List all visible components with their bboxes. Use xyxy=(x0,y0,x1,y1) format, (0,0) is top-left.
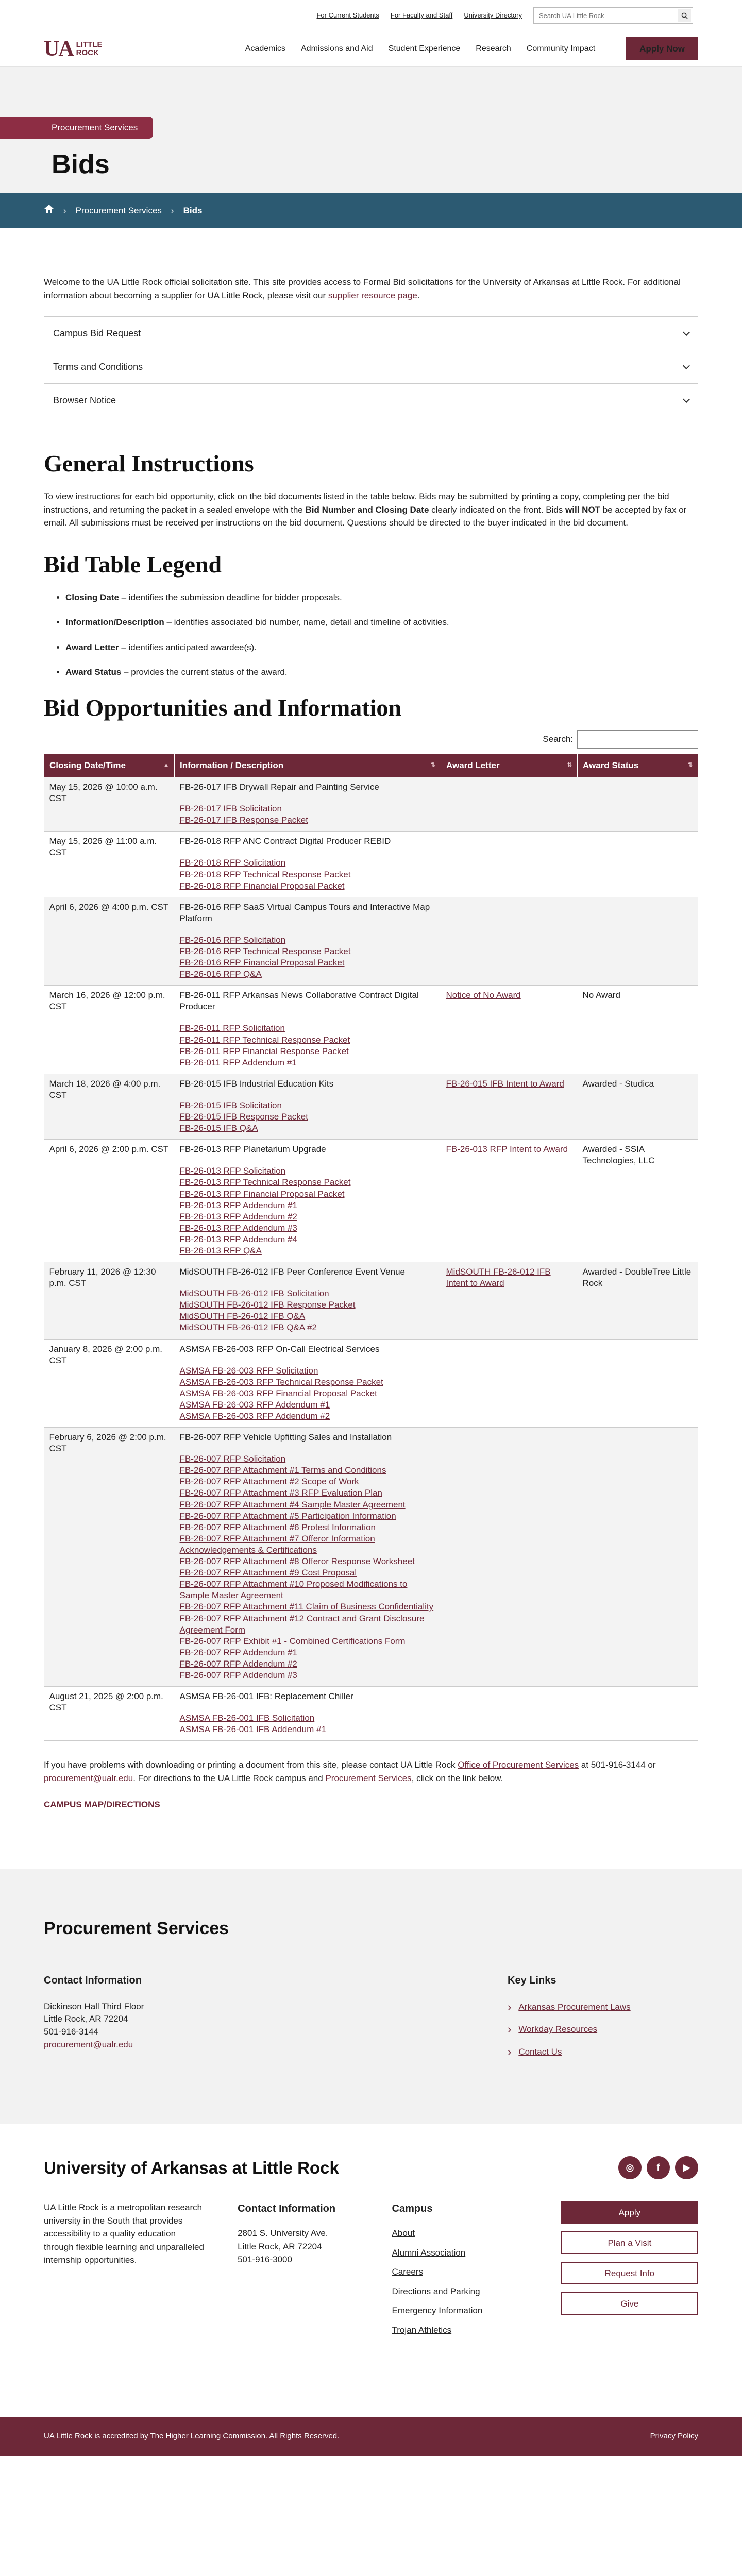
closing-date-cell: August 21, 2025 @ 2:00 p.m. CST xyxy=(44,1687,175,1741)
bid-document-link[interactable]: FB-26-016 RFP Financial Proposal Packet xyxy=(179,958,345,968)
contact-line: Dickinson Hall Third Floor xyxy=(44,2001,144,2011)
page-hero xyxy=(0,67,742,193)
campus-heading: Campus xyxy=(392,2203,433,2215)
gi-part-3: be accepted by fax or email. All submissions must be received per instructions on the bid document. Questions should be directed to the buyer indicated in the bid document. xyxy=(44,504,687,528)
award-letter-cell xyxy=(441,986,578,1074)
key-link-contact[interactable]: › Contact Us xyxy=(518,2046,562,2057)
bid-document-link[interactable]: FB-26-018 RFP Solicitation xyxy=(179,858,286,868)
campus-link-careers[interactable]: Careers xyxy=(392,2267,423,2277)
award-status-cell xyxy=(578,777,698,832)
sort-icon: ⇅ xyxy=(430,762,435,769)
bid-document-link[interactable]: FB-26-011 RFP Technical Response Packet xyxy=(179,1035,350,1045)
main-content xyxy=(44,228,698,1811)
department-contact xyxy=(44,1973,144,2068)
bid-document-link[interactable]: FB-26-018 RFP Technical Response Packet xyxy=(179,869,351,879)
bid-document-link[interactable]: FB-26-007 RFP Attachment #7 Offeror Information Acknowledgements & Certifications xyxy=(179,1533,375,1555)
chevron-down-icon xyxy=(683,362,690,369)
bid-document-link[interactable]: FB-26-007 RFP Addendum #3 xyxy=(179,1670,297,1680)
bid-document-link[interactable]: ASMSA FB-26-003 RFP Financial Proposal Packet xyxy=(179,1388,377,1398)
general-instructions-text xyxy=(44,490,698,530)
bid-document-link[interactable]: FB-26-013 RFP Solicitation xyxy=(179,1166,286,1176)
breadcrumb xyxy=(0,193,742,228)
support-part-1: If you have problems with downloading or printing a document from this site, please contact UA Little Rock xyxy=(44,1760,456,1770)
office-procurement-link[interactable]: Office of Procurement Services xyxy=(458,1760,579,1770)
utility-link-students[interactable]: For Current Students xyxy=(316,11,379,20)
university-city: Little Rock, AR 72204 xyxy=(238,2241,322,2251)
bid-document-link[interactable]: FB-26-016 RFP Q&A xyxy=(179,969,262,979)
campus-link-about[interactable]: About xyxy=(392,2228,415,2239)
sort-icon: ⇅ xyxy=(567,762,572,769)
information-cell xyxy=(175,1140,441,1262)
legend-item xyxy=(65,641,698,654)
table-row xyxy=(44,986,698,1074)
legend-item xyxy=(65,666,698,679)
award-letter-cell xyxy=(441,1262,578,1339)
award-status-cell: Awarded - Studica xyxy=(578,1074,698,1139)
bid-document-link[interactable]: FB-26-007 RFP Solicitation xyxy=(179,1454,286,1464)
legend-item xyxy=(65,591,698,604)
bid-title: FB-26-018 RFP ANC Contract Digital Producer REBID xyxy=(179,836,391,846)
chevron-down-icon xyxy=(683,328,690,335)
information-cell xyxy=(175,1262,441,1339)
gi-bold-2: will NOT xyxy=(565,504,601,515)
information-cell xyxy=(175,777,441,832)
legend-description: – identifies associated bid number, name, detail and timeline of activities. xyxy=(164,617,449,628)
legend-description: – identifies the submission deadline for bidder proposals. xyxy=(119,592,342,602)
table-row xyxy=(44,1140,698,1262)
award-letter-link[interactable]: MidSOUTH FB-26-012 IFB Intent to Award xyxy=(446,1267,551,1289)
logo-line-2: ROCK xyxy=(76,48,99,57)
bid-document-link[interactable]: FB-26-007 RFP Attachment #8 Offeror Response Worksheet xyxy=(179,1556,415,1567)
facebook-icon[interactable]: f xyxy=(647,2156,670,2179)
accordion-label: Campus Bid Request xyxy=(53,328,141,338)
bid-document-link[interactable]: ASMSA FB-26-003 RFP Addendum #2 xyxy=(179,1411,330,1421)
chevron-right-icon: › xyxy=(171,206,174,216)
table-row xyxy=(44,832,698,897)
university-contact-heading: Contact Information xyxy=(238,2203,336,2215)
table-row xyxy=(44,1428,698,1687)
bid-document-link[interactable]: FB-26-013 RFP Technical Response Packet xyxy=(179,1177,351,1188)
breadcrumb-current: Bids xyxy=(183,206,203,216)
support-text xyxy=(44,1758,698,1785)
accreditation-text: UA Little Rock is accredited by The Higher Learning Commission. All Rights Reserved. xyxy=(44,2432,340,2441)
contact-heading: Contact Information xyxy=(44,1974,142,1986)
nav-student-experience[interactable]: Student Experience xyxy=(388,44,461,53)
campus-links xyxy=(392,2201,530,2343)
column-information[interactable] xyxy=(175,754,441,777)
sort-icon: ▲ xyxy=(163,762,169,769)
utility-bar xyxy=(0,0,742,31)
intro-end: . xyxy=(417,290,420,300)
department-footer xyxy=(0,1869,742,2124)
gi-bold-1: Bid Number and Closing Date xyxy=(305,504,429,515)
bottom-bar xyxy=(0,2417,742,2456)
accordion-browser-notice[interactable] xyxy=(44,384,698,417)
contact-line: Little Rock, AR 72204 xyxy=(44,2014,128,2024)
bid-document-link[interactable]: FB-26-007 RFP Attachment #5 Participation Information xyxy=(179,1511,396,1521)
award-status-cell: No Award xyxy=(578,986,698,1074)
bid-document-link[interactable]: ASMSA FB-26-001 IFB Addendum #1 xyxy=(179,1724,326,1735)
table-row xyxy=(44,1074,698,1139)
award-status-cell xyxy=(578,1428,698,1687)
award-letter-link[interactable]: FB-26-015 IFB Intent to Award xyxy=(446,1078,564,1089)
bid-document-link[interactable]: FB-26-007 RFP Addendum #1 xyxy=(179,1647,297,1657)
support-part-4: , click on the link below. xyxy=(411,1773,503,1783)
information-cell xyxy=(175,1687,441,1741)
bid-document-link[interactable]: FB-26-007 RFP Exhibit #1 - Combined Certifications Form xyxy=(179,1636,406,1646)
university-footer xyxy=(0,2124,742,2417)
table-row xyxy=(44,1339,698,1428)
closing-date-cell: March 18, 2026 @ 4:00 p.m. CST xyxy=(44,1074,175,1139)
bids-table xyxy=(44,754,698,1741)
university-contact xyxy=(238,2201,361,2343)
bid-document-link[interactable]: FB-26-016 RFP Solicitation xyxy=(179,935,286,945)
bid-document-link[interactable]: ASMSA FB-26-001 IFB Solicitation xyxy=(179,1713,315,1723)
bid-document-link[interactable]: FB-26-007 RFP Attachment #2 Scope of Work xyxy=(179,1477,359,1487)
information-cell xyxy=(175,832,441,897)
closing-date-cell: April 6, 2026 @ 2:00 p.m. CST xyxy=(44,1140,175,1262)
award-letter-cell xyxy=(441,897,578,986)
bid-document-link[interactable]: MidSOUTH FB-26-012 IFB Q&A #2 xyxy=(179,1323,317,1333)
closing-date-cell: January 8, 2026 @ 2:00 p.m. CST xyxy=(44,1339,175,1428)
bid-document-link[interactable]: FB-26-013 RFP Addendum #1 xyxy=(179,1200,297,1210)
university-about: UA Little Rock is a metropolitan research university in the South that provides accessibility to a quality education through flexible learning and unparalleled internship opportunities. xyxy=(44,2202,204,2265)
award-letter-link[interactable]: Notice of No Award xyxy=(446,990,521,1001)
request-info-button[interactable]: Request Info xyxy=(561,2262,698,2284)
bid-document-link[interactable]: FB-26-013 RFP Financial Proposal Packet xyxy=(179,1189,345,1199)
home-icon[interactable] xyxy=(44,204,54,217)
award-status-cell xyxy=(578,1339,698,1428)
table-search-label: Search: xyxy=(543,734,573,744)
award-status-cell: Awarded - SSIA Technologies, LLC xyxy=(578,1140,698,1262)
site-search-input[interactable] xyxy=(539,12,673,20)
key-link-workday[interactable]: › Workday Resources xyxy=(518,2024,598,2035)
bid-document-link[interactable]: FB-26-017 IFB Solicitation xyxy=(179,804,282,814)
bid-document-link[interactable]: FB-26-013 RFP Addendum #2 xyxy=(179,1211,297,1222)
intro-body: Welcome to the UA Little Rock official solicitation site. This site provides access to Formal Bid solicitations for the University of Arkansas at Little Rock. For additional information about becoming a supplier for UA Little Rock, please visit our xyxy=(44,277,681,300)
closing-date-cell: February 11, 2026 @ 12:30 p.m. CST xyxy=(44,1262,175,1339)
award-letter-cell xyxy=(441,1339,578,1428)
youtube-icon[interactable]: ▶ xyxy=(675,2156,698,2179)
bid-opportunities-heading: Bid Opportunities and Information xyxy=(44,694,401,721)
bid-title: ASMSA FB-26-001 IFB: Replacement Chiller xyxy=(179,1691,353,1702)
apply-now-button[interactable]: Apply Now xyxy=(626,37,698,61)
bid-title: MidSOUTH FB-26-012 IFB Peer Conference Event Venue xyxy=(179,1267,405,1277)
bid-document-link[interactable]: MidSOUTH FB-26-012 IFB Response Packet xyxy=(179,1300,356,1310)
closing-date-cell: March 16, 2026 @ 12:00 p.m. CST xyxy=(44,986,175,1074)
award-letter-link[interactable]: FB-26-013 RFP Intent to Award xyxy=(446,1144,568,1155)
bid-document-link[interactable]: FB-26-007 RFP Attachment #4 Sample Master Agreement xyxy=(179,1499,406,1510)
bid-title: FB-26-007 RFP Vehicle Upfitting Sales and Installation xyxy=(179,1432,392,1443)
campus-link-alumni[interactable]: Alumni Association xyxy=(392,2247,466,2258)
bid-table-legend-heading: Bid Table Legend xyxy=(44,551,222,578)
award-letter-cell xyxy=(441,832,578,897)
legend-term: Information/Description xyxy=(65,617,164,628)
bid-title: FB-26-011 RFP Arkansas News Collaborative Contract Digital Producer xyxy=(179,990,419,1012)
chevron-right-icon: › xyxy=(63,206,66,216)
information-cell xyxy=(175,897,441,986)
site-search xyxy=(533,7,693,24)
supplier-resource-link[interactable]: supplier resource page xyxy=(328,290,417,300)
university-address: 2801 S. University Ave. xyxy=(238,2228,328,2239)
information-cell xyxy=(175,1339,441,1428)
bid-document-link[interactable]: FB-26-011 RFP Financial Response Packet xyxy=(179,1046,349,1056)
gi-part-1: To view instructions for each bid opportunity, click on the bid documents listed in the table below. Bids may be submitted by printing a copy, completing per the bid instructions, and returning the packet in a sealed envelope with the xyxy=(44,492,669,515)
legend-description: – identifies anticipated awardee(s). xyxy=(119,642,257,652)
award-letter-cell xyxy=(441,1140,578,1262)
university-footer-title: University of Arkansas at Little Rock xyxy=(44,2158,339,2177)
instagram-icon[interactable]: ◎ xyxy=(618,2156,642,2179)
bid-title: ASMSA FB-26-003 RFP On-Call Electrical Services xyxy=(179,1344,380,1354)
column-label: Award Status xyxy=(583,760,639,771)
bid-document-link[interactable]: MidSOUTH FB-26-012 IFB Solicitation xyxy=(179,1289,329,1299)
support-part-2: at 501-916-3144 or xyxy=(581,1760,656,1770)
bid-title: FB-26-013 RFP Planetarium Upgrade xyxy=(179,1144,326,1155)
legend-term: Award Status xyxy=(65,667,122,677)
award-letter-cell xyxy=(441,1687,578,1741)
give-button[interactable]: Give xyxy=(561,2292,698,2315)
information-cell xyxy=(175,1074,441,1139)
accordion-campus-bid-request[interactable] xyxy=(44,317,698,350)
legend-term: Award Letter xyxy=(65,642,119,652)
closing-date-cell: April 6, 2026 @ 4:00 p.m. CST xyxy=(44,897,175,986)
award-status-cell xyxy=(578,897,698,986)
accordion xyxy=(44,316,698,417)
table-row xyxy=(44,1687,698,1741)
bid-document-link[interactable]: FB-26-011 RFP Solicitation xyxy=(179,1023,285,1033)
key-links xyxy=(508,1973,698,2068)
bid-document-link[interactable]: FB-26-018 RFP Financial Proposal Packet xyxy=(179,880,345,891)
closing-date-cell: May 15, 2026 @ 11:00 a.m. CST xyxy=(44,832,175,897)
legend-description: – provides the current status of the award. xyxy=(121,667,288,677)
bid-document-link[interactable]: FB-26-007 RFP Addendum #2 xyxy=(179,1658,297,1669)
bids-table-body xyxy=(44,777,698,1741)
breadcrumb-procurement[interactable]: Procurement Services xyxy=(75,206,162,216)
column-award-letter[interactable] xyxy=(441,754,578,777)
key-links-heading: Key Links xyxy=(508,1974,556,1986)
nav-research[interactable]: Research xyxy=(476,44,511,53)
table-row xyxy=(44,777,698,832)
award-status-cell xyxy=(578,1687,698,1741)
information-cell xyxy=(175,1428,441,1687)
campus-link-directions[interactable]: Directions and Parking xyxy=(392,2286,480,2296)
primary-nav xyxy=(245,37,698,61)
award-letter-cell xyxy=(441,1428,578,1687)
bid-document-link[interactable]: FB-26-015 IFB Q&A xyxy=(179,1123,258,1133)
intro-text xyxy=(44,276,698,302)
bid-document-link[interactable]: MidSOUTH FB-26-012 IFB Q&A xyxy=(179,1311,306,1321)
key-link-procurement-laws[interactable]: › Arkansas Procurement Laws xyxy=(518,2002,631,2012)
nav-admissions[interactable]: Admissions and Aid xyxy=(301,44,373,53)
page-title: Bids xyxy=(52,149,110,179)
general-instructions-heading: General Instructions xyxy=(44,450,254,477)
column-label: Award Letter xyxy=(446,760,500,771)
bid-document-link[interactable]: FB-26-011 RFP Addendum #1 xyxy=(179,1057,297,1067)
bid-document-link[interactable]: FB-26-013 RFP Addendum #3 xyxy=(179,1223,297,1233)
utility-link-faculty[interactable]: For Faculty and Staff xyxy=(390,11,453,20)
column-label: Information / Description xyxy=(180,760,284,771)
accordion-label: Terms and Conditions xyxy=(53,361,143,372)
contact-email-link[interactable]: procurement@ualr.edu xyxy=(44,2039,133,2049)
column-award-status[interactable] xyxy=(578,754,698,777)
bid-title: FB-26-016 RFP SaaS Virtual Campus Tours and Interactive Map Platform xyxy=(179,902,430,923)
table-search-input[interactable] xyxy=(577,730,698,749)
column-label: Closing Date/Time xyxy=(49,760,126,771)
ua-little-rock-logo[interactable] xyxy=(44,38,103,60)
bid-document-link[interactable]: FB-26-007 RFP Attachment #6 Protest Information xyxy=(179,1522,376,1532)
university-phone: 501-916-3000 xyxy=(238,2255,292,2265)
bid-document-link[interactable]: FB-26-015 IFB Solicitation xyxy=(179,1100,282,1110)
logo-text xyxy=(76,41,103,57)
department-tag[interactable]: Procurement Services xyxy=(0,117,153,139)
closing-date-cell: May 15, 2026 @ 10:00 a.m. CST xyxy=(44,777,175,832)
table-row xyxy=(44,1262,698,1339)
campus-link-athletics[interactable]: Trojan Athletics xyxy=(392,2325,452,2335)
information-cell xyxy=(175,986,441,1074)
utility-link-directory[interactable]: University Directory xyxy=(464,11,522,20)
bid-document-link[interactable]: FB-26-013 RFP Addendum #4 xyxy=(179,1234,297,1244)
legend-term: Closing Date xyxy=(65,592,119,602)
campus-link-emergency[interactable]: Emergency Information xyxy=(392,2306,483,2316)
table-row xyxy=(44,897,698,986)
bid-document-link[interactable]: FB-26-017 IFB Response Packet xyxy=(179,815,308,825)
bid-document-link[interactable]: ASMSA FB-26-003 RFP Addendum #1 xyxy=(179,1399,330,1410)
bid-document-link[interactable]: FB-26-013 RFP Q&A xyxy=(179,1245,262,1256)
legend-item xyxy=(65,616,698,629)
main-header xyxy=(0,31,742,67)
key-link-item xyxy=(508,2001,698,2014)
accordion-label: Browser Notice xyxy=(53,395,116,405)
footer-apply-button[interactable]: Apply xyxy=(561,2201,698,2224)
key-link-item xyxy=(508,2023,698,2036)
campus-map-link[interactable]: CAMPUS MAP/DIRECTIONS xyxy=(44,1800,160,1810)
closing-date-cell: February 6, 2026 @ 2:00 p.m. CST xyxy=(44,1428,175,1687)
nav-community-impact[interactable]: Community Impact xyxy=(526,44,596,53)
table-search xyxy=(44,730,698,749)
contact-phone: 501-916-3144 xyxy=(44,2027,98,2037)
bid-document-link[interactable]: ASMSA FB-26-003 RFP Technical Response Packet xyxy=(179,1377,383,1387)
bid-document-link[interactable]: ASMSA FB-26-003 RFP Solicitation xyxy=(179,1365,318,1376)
bid-document-link[interactable]: FB-26-016 RFP Technical Response Packet xyxy=(179,946,351,956)
nav-academics[interactable]: Academics xyxy=(245,44,285,53)
award-status-cell xyxy=(578,832,698,897)
award-letter-cell xyxy=(441,1074,578,1139)
bid-title: FB-26-017 IFB Drywall Repair and Painting Service xyxy=(179,782,379,792)
support-part-3: . For directions to the UA Little Rock campus and xyxy=(133,1773,323,1783)
bid-document-link[interactable]: FB-26-007 RFP Attachment #10 Proposed Modifications to Sample Master Agreement xyxy=(179,1579,408,1601)
procurement-services-link[interactable]: Procurement Services xyxy=(325,1773,412,1783)
sort-icon: ⇅ xyxy=(687,762,693,769)
privacy-policy-link[interactable]: Privacy Policy xyxy=(650,2432,698,2441)
key-link-item xyxy=(508,2045,698,2059)
footer-buttons xyxy=(561,2201,698,2343)
logo-ua: UA xyxy=(44,37,73,61)
bid-document-link[interactable]: FB-26-007 RFP Attachment #12 Contract and Grant Disclosure Agreement Form xyxy=(179,1613,425,1635)
social-links xyxy=(618,2156,698,2179)
plan-visit-button[interactable]: Plan a Visit xyxy=(561,2231,698,2254)
search-icon[interactable] xyxy=(678,9,691,22)
award-letter-cell xyxy=(441,777,578,832)
bid-document-link[interactable]: FB-26-007 RFP Attachment #9 Cost Proposal xyxy=(179,1568,357,1578)
bid-document-link[interactable]: FB-26-007 RFP Attachment #1 Terms and Conditions xyxy=(179,1465,386,1476)
bid-document-link[interactable]: FB-26-007 RFP Attachment #3 RFP Evaluation Plan xyxy=(179,1488,382,1498)
award-status-cell: Awarded - DoubleTree Little Rock xyxy=(578,1262,698,1339)
bid-document-link[interactable]: FB-26-007 RFP Attachment #11 Claim of Business Confidentiality xyxy=(179,1602,434,1612)
accordion-terms-conditions[interactable] xyxy=(44,350,698,384)
procurement-email-link[interactable]: procurement@ualr.edu xyxy=(44,1773,133,1783)
bid-document-link[interactable]: FB-26-015 IFB Response Packet xyxy=(179,1112,308,1122)
gi-part-2: clearly indicated on the front. Bids xyxy=(431,504,563,515)
legend-list xyxy=(44,591,698,679)
bid-title: FB-26-015 IFB Industrial Education Kits xyxy=(179,1078,334,1089)
column-closing-date[interactable] xyxy=(44,754,175,777)
chevron-down-icon xyxy=(683,395,690,402)
department-footer-title: Procurement Services xyxy=(44,1918,229,1938)
logo-line-1: LITTLE xyxy=(76,40,103,49)
